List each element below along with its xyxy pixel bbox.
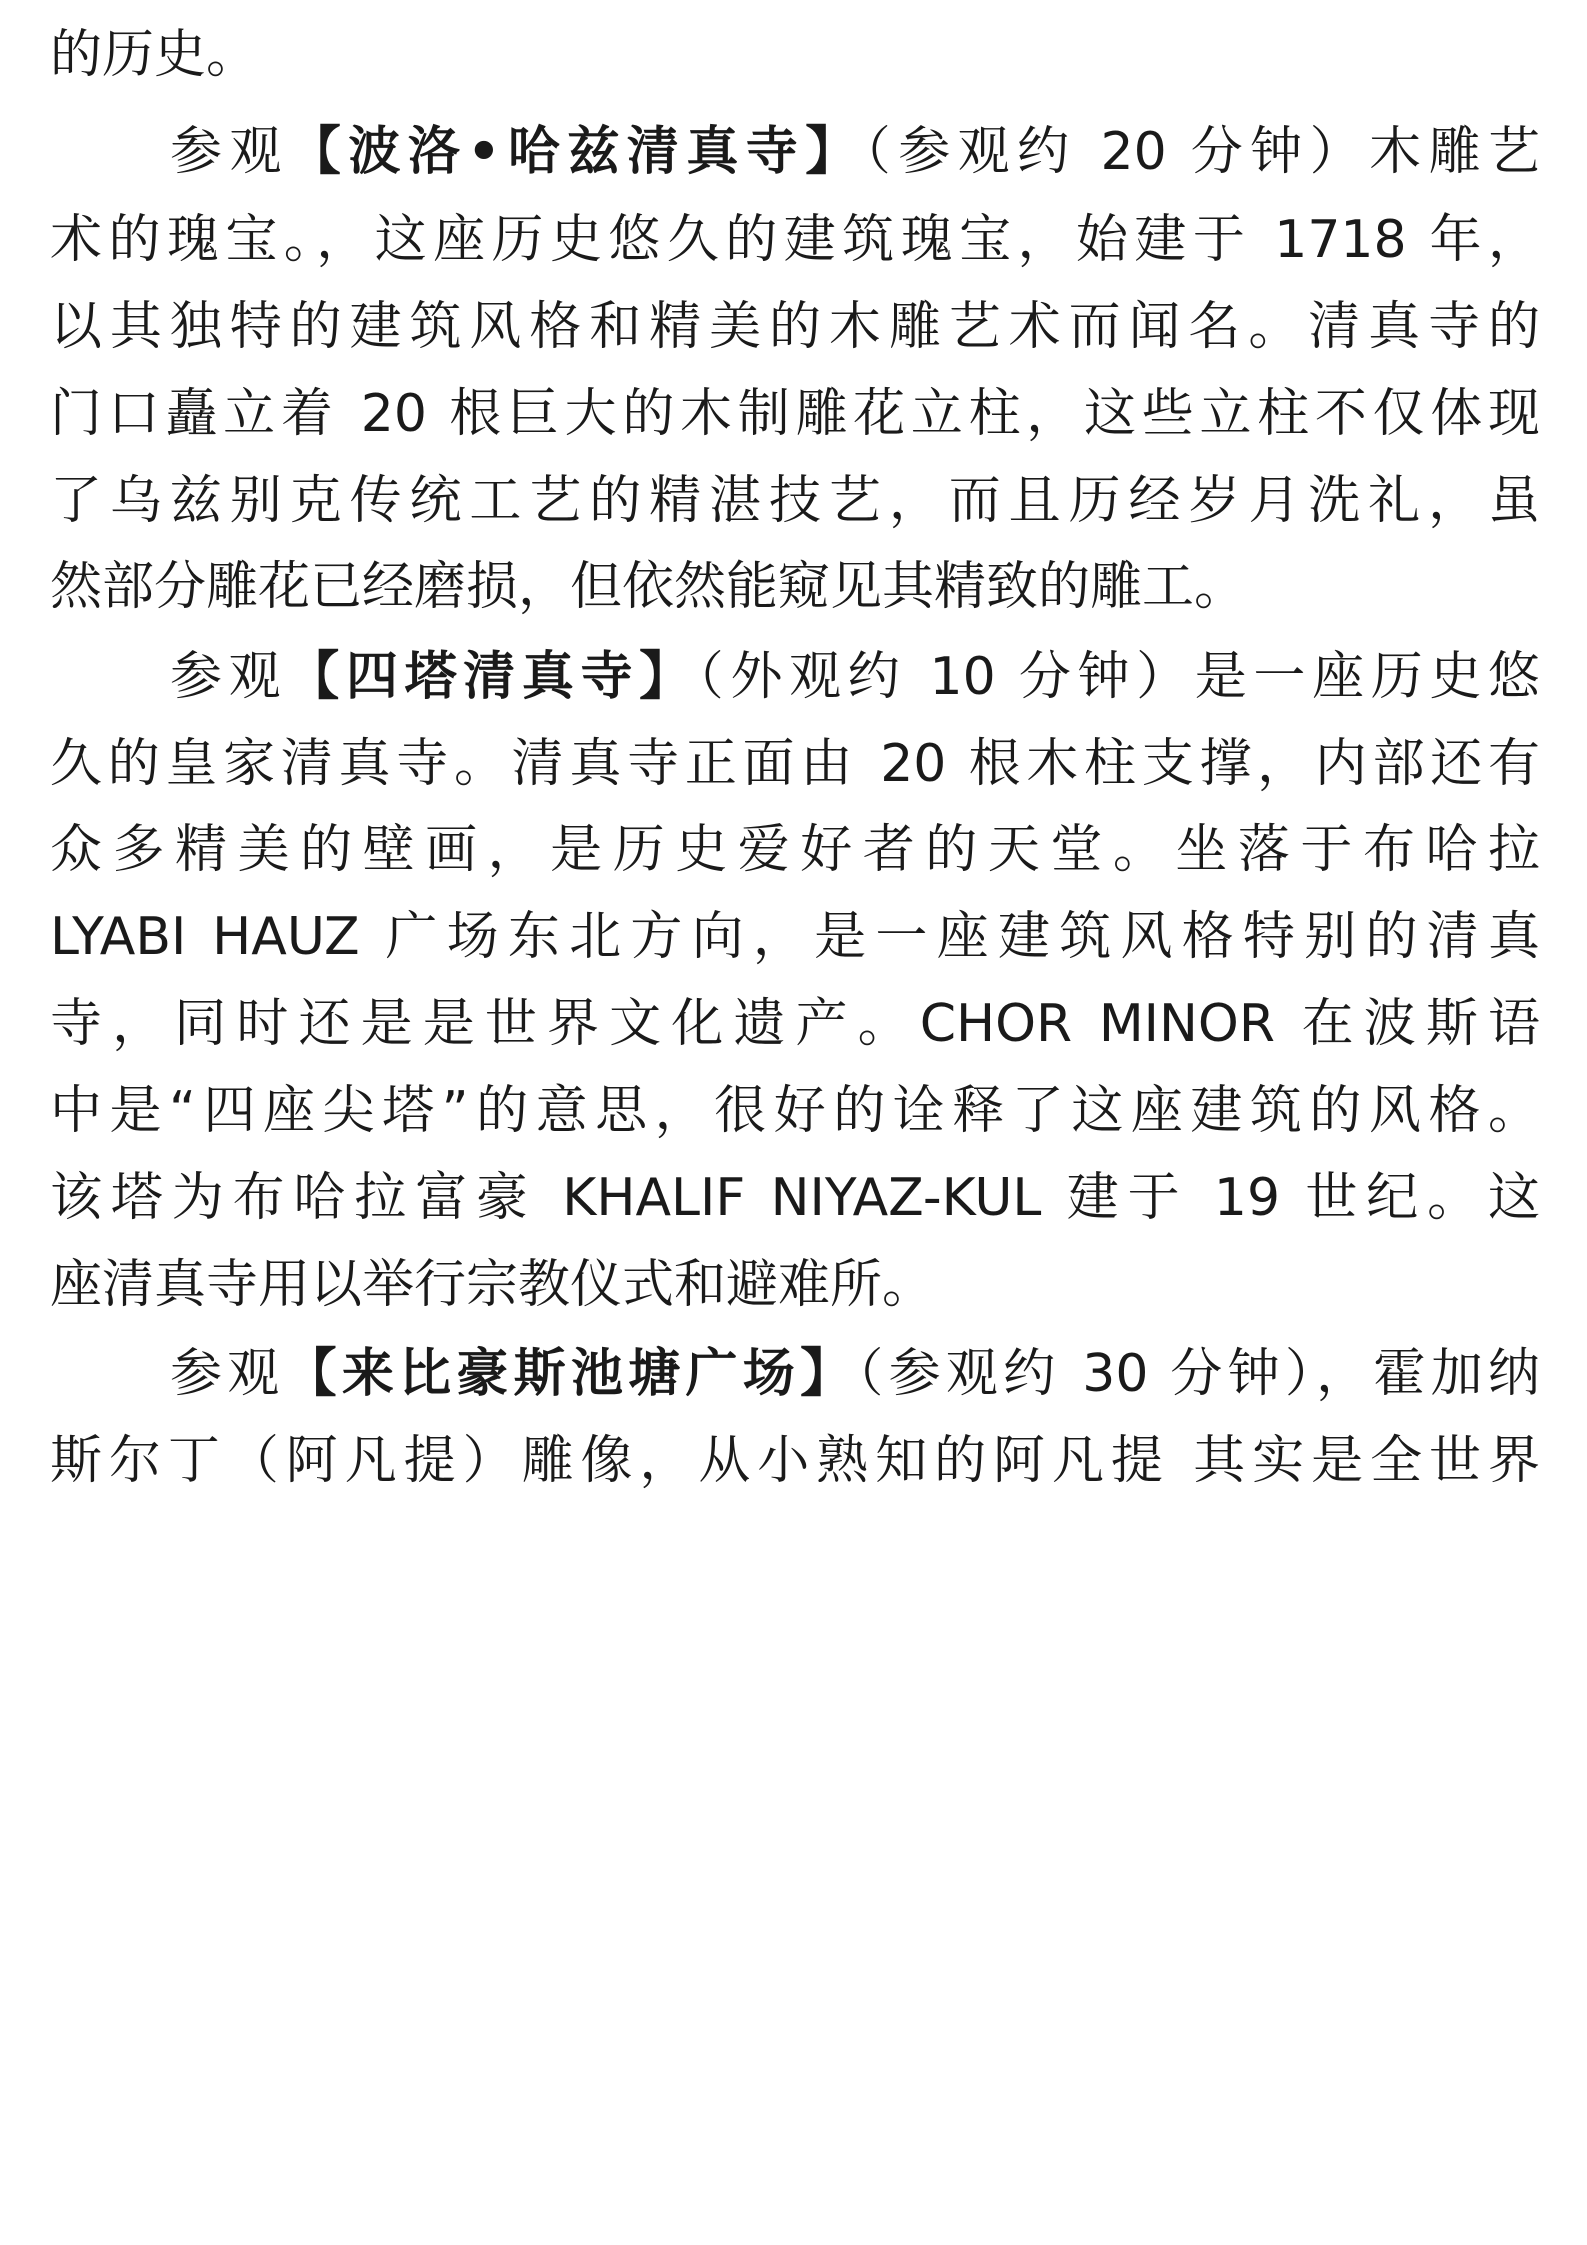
paragraph-line: 中是“四座尖塔”的意思，很好的诠释了这座建筑的风格。 [50, 1081, 1540, 1141]
paragraph-line: 门口矗立着 20 根巨大的木制雕花立柱，这些立柱不仅体现 [50, 384, 1540, 444]
attraction-name: 【四塔清真寺】 [287, 647, 698, 707]
paragraph-line: 了乌兹别克传统工艺的精湛技艺，而且历经岁月洗礼，虽 [50, 471, 1540, 531]
paragraph-line: 然部分雕花已经磨损，但依然能窥见其精致的雕工。 [50, 557, 1247, 617]
paragraph-line: 的历史。 [50, 25, 259, 85]
attraction-name: 【波洛•哈兹清真寺】 [288, 122, 865, 182]
paragraph-line: 参观【来比豪斯池塘广场】（参观约 30 分钟），霍加纳 [170, 1344, 1540, 1404]
paragraph-line: 斯尔丁（阿凡提）雕像，从小熟知的阿凡提 其实是全世界 [50, 1431, 1540, 1491]
paragraph-line: 久的皇家清真寺。清真寺正面由 20 根木柱支撑，内部还有 [50, 734, 1540, 794]
attraction-name: 【来比豪斯池塘广场】 [284, 1344, 858, 1404]
paragraph-line: 术的瑰宝。，这座历史悠久的建筑瑰宝，始建于 1718 年， [50, 210, 1540, 270]
paragraph-line: 参观【四塔清真寺】（外观约 10 分钟）是一座历史悠 [170, 647, 1540, 707]
paragraph-line: 以其独特的建筑风格和精美的木雕艺术而闻名。清真寺的 [50, 297, 1540, 357]
paragraph-line: 座清真寺用以举行宗教仪式和避难所。 [50, 1255, 935, 1315]
paragraph-line: 寺，同时还是是世界文化遗产。CHOR MINOR 在波斯语 [50, 994, 1540, 1054]
paragraph-line: 众多精美的壁画，是历史爱好者的天堂。坐落于布哈拉 [50, 820, 1540, 880]
paragraph-line: LYABI HAUZ 广场东北方向，是一座建筑风格特别的清真 [50, 907, 1540, 967]
paragraph-line: 该塔为布哈拉富豪 KHALIF NIYAZ-KUL 建于 19 世纪。这 [50, 1168, 1540, 1228]
paragraph-line: 参观【波洛•哈兹清真寺】（参观约 20 分钟）木雕艺 [170, 122, 1540, 182]
